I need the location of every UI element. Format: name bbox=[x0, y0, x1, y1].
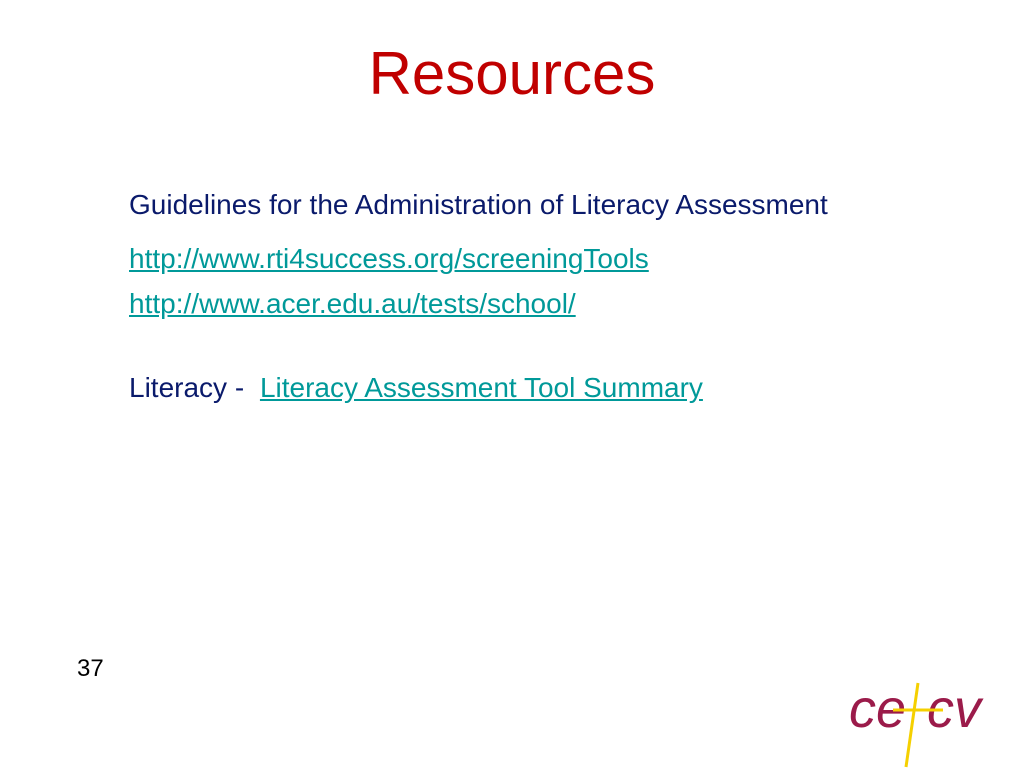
logo-cross-vertical bbox=[906, 683, 918, 767]
slide-number: 37 bbox=[77, 655, 104, 682]
literacy-line bbox=[129, 369, 849, 406]
literacy-assessment-summary-link[interactable]: Literacy Assessment Tool Summary bbox=[259, 372, 703, 403]
slide-content bbox=[129, 186, 849, 406]
slide-title: Resources bbox=[368, 40, 656, 107]
literacy-label: Literacy - bbox=[129, 372, 252, 403]
cecv-logo bbox=[845, 675, 995, 768]
logo-text-ce: ce bbox=[849, 679, 907, 739]
rti4success-link[interactable]: http://www.rti4success.org/screeningTools bbox=[129, 243, 649, 274]
guidelines-text: Guidelines for the Administration of Literacy Assessment bbox=[129, 189, 828, 220]
logo-text-cv: cv bbox=[927, 679, 981, 739]
acer-link[interactable]: http://www.acer.edu.au/tests/school/ bbox=[129, 288, 576, 319]
